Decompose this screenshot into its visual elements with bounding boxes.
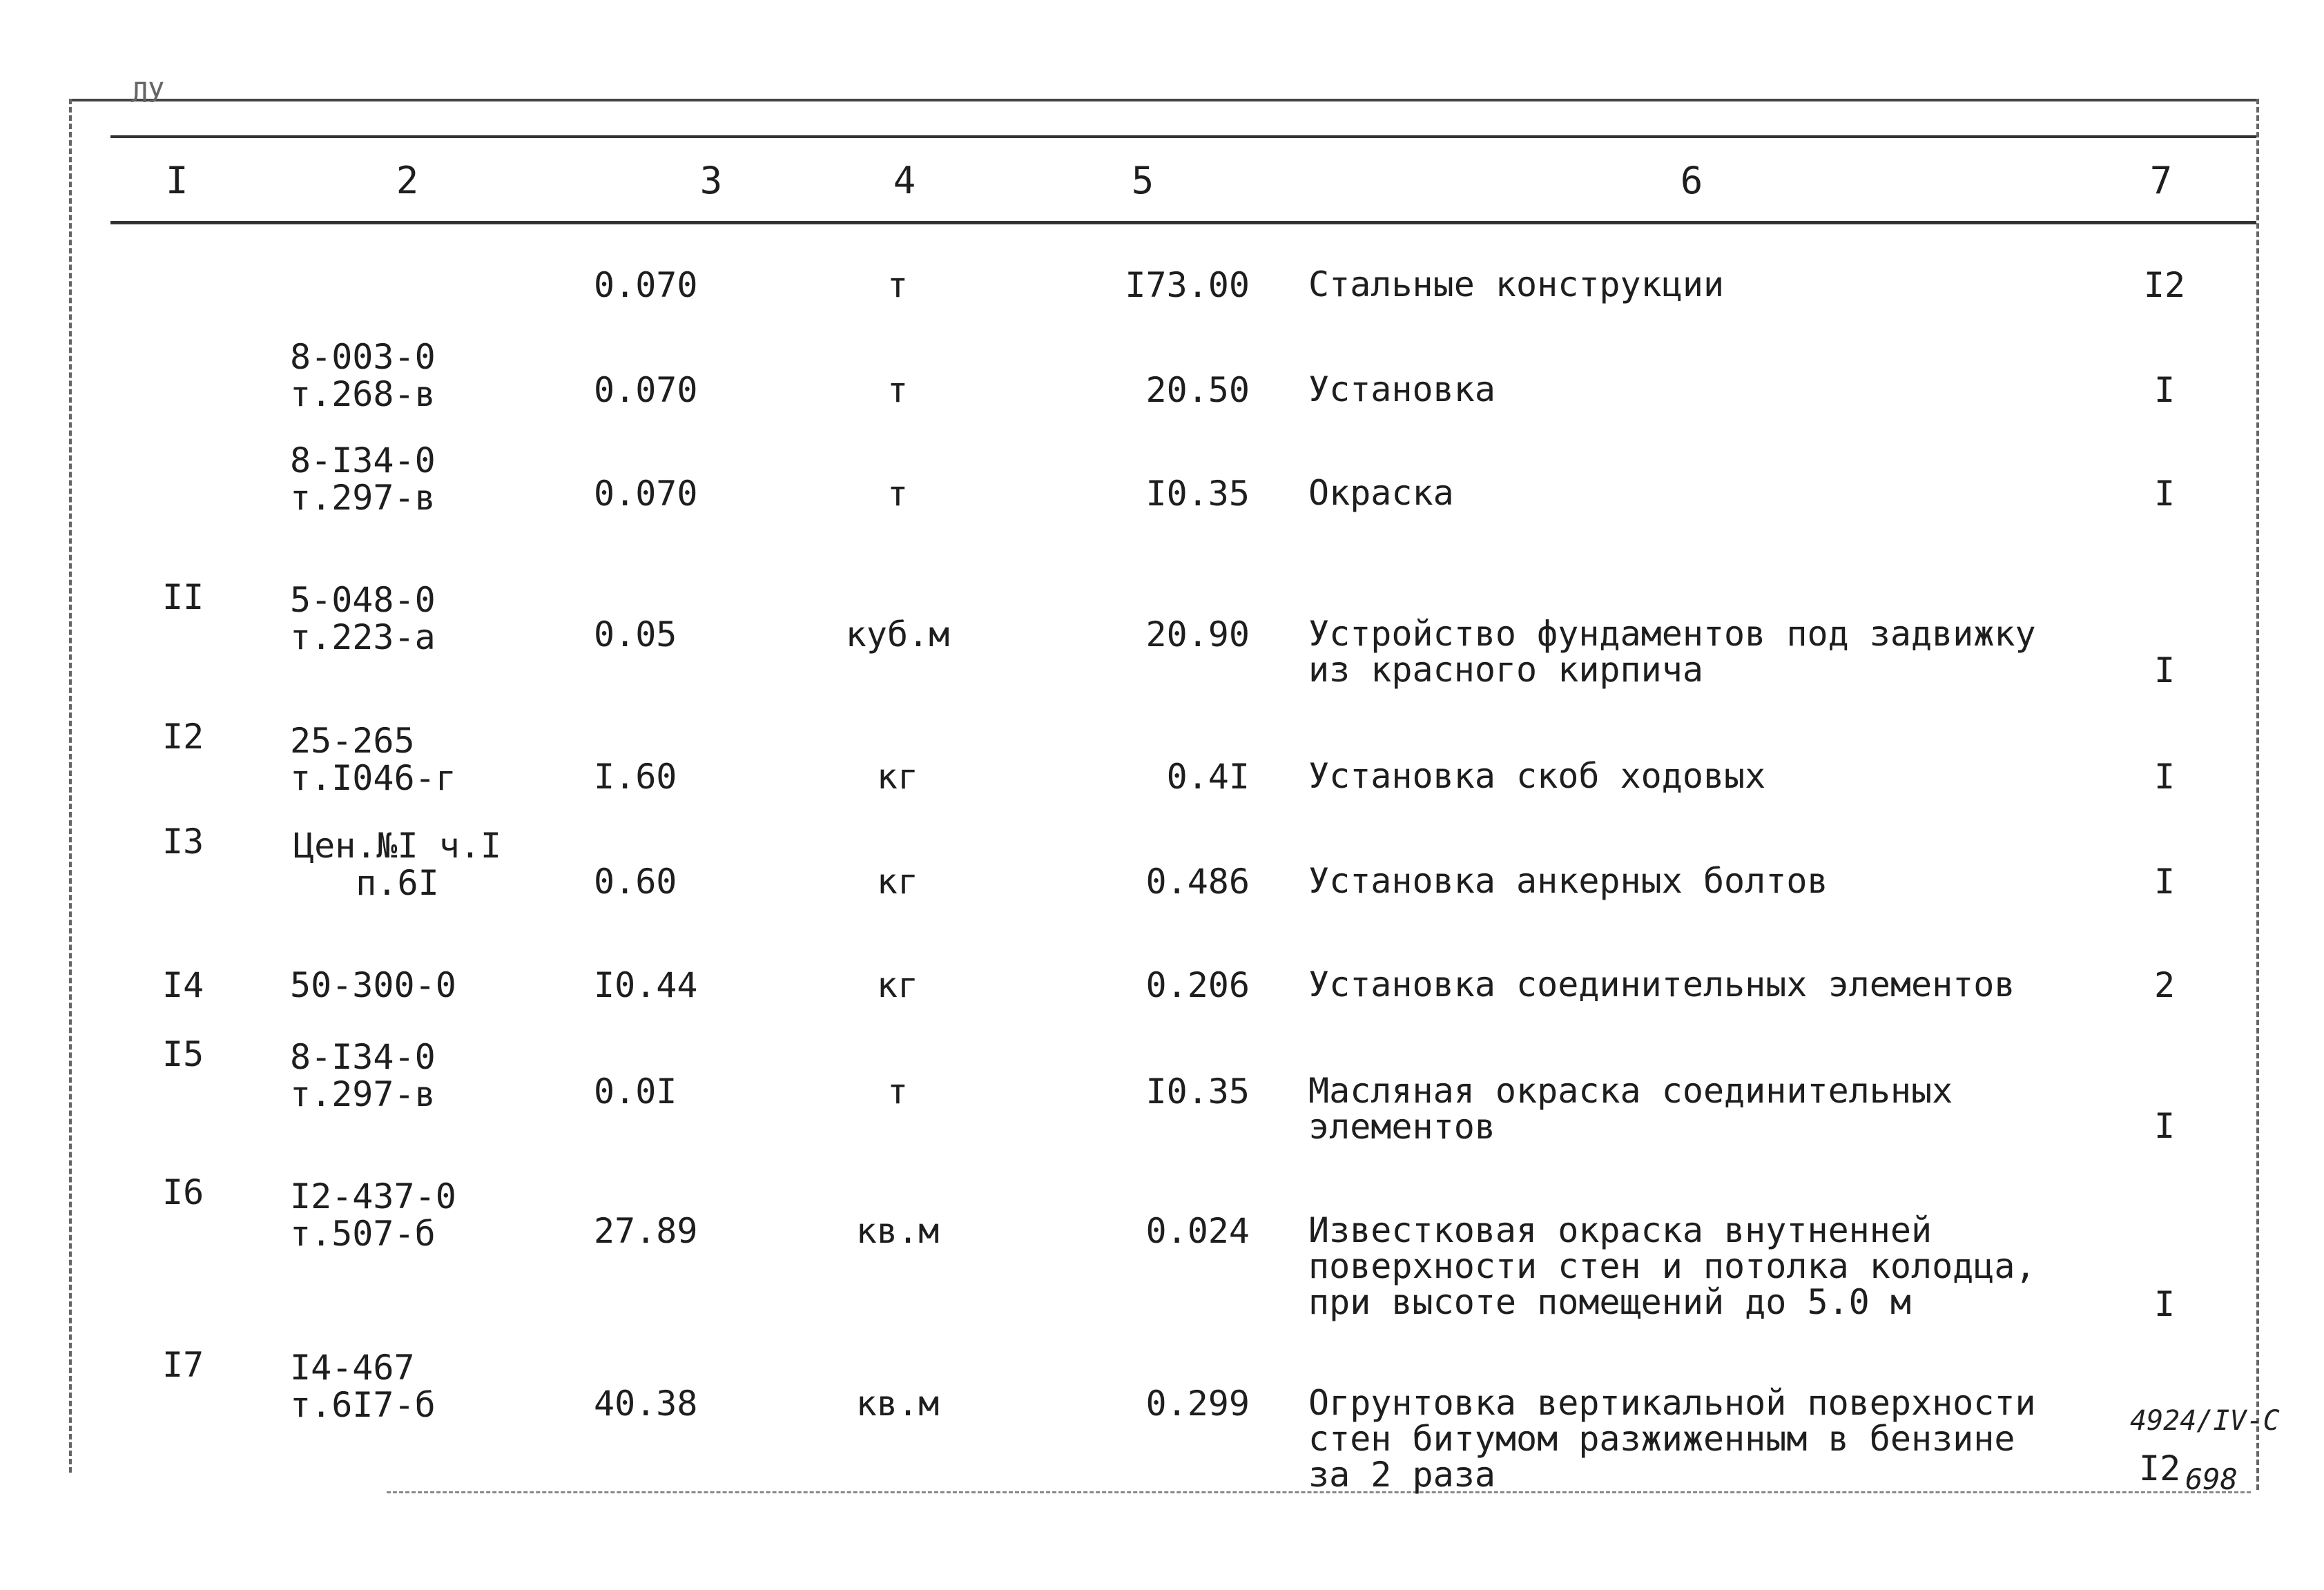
cell-row-number: I3 (162, 822, 204, 862)
cell-row-number: I7 (162, 1345, 204, 1385)
cell-quantity: I0.44 (594, 965, 698, 1005)
cell-unit: кг (876, 862, 919, 902)
header-col-4: 4 (893, 159, 916, 202)
cell-description: Огрунтовка вертикальной поверхности стен битумом разжиженным в бензине за 2 раза (1308, 1383, 2036, 1495)
cell-code: I4-467 т.6I7-б (290, 1348, 436, 1425)
cell-quantity: 40.38 (594, 1384, 698, 1424)
corner-scribble: ЛУ (131, 77, 165, 109)
cell-row-number: I6 (162, 1172, 204, 1212)
header-bottom-rule (110, 221, 2256, 224)
cell-price: 0.299 (1145, 1384, 1250, 1424)
page-number-handwritten: 698 (2185, 1462, 2238, 1496)
cell-description: Известковая окраска внутненней поверхности стен и потолка колодца, при высоте помещений до 5.0 м (1308, 1210, 2036, 1322)
header-col-6: 6 (1680, 159, 1703, 202)
cell-code: 50-300-0 (290, 965, 456, 1005)
frame-top-line (69, 99, 2258, 101)
cell-quantity: 0.60 (594, 862, 677, 902)
cell-unit: т (887, 474, 909, 514)
cell-col-7: I (2153, 1284, 2176, 1324)
cell-description: Установка соединительных элементов (1308, 964, 2015, 1005)
cell-price: 20.50 (1145, 370, 1250, 410)
page-number: I2 (2139, 1448, 2181, 1489)
cell-col-7: I (2153, 862, 2176, 902)
frame-left-line (69, 99, 72, 1473)
header-col-7: 7 (2149, 159, 2173, 202)
cell-code: 8-I34-0 т.297-в (290, 440, 436, 518)
cell-col-7: 2 (2153, 965, 2176, 1005)
cell-description: Установка скоб ходовых (1308, 756, 1766, 796)
cell-quantity: 0.05 (594, 614, 677, 655)
document-stamp: 4924/IV-C (2130, 1405, 2280, 1437)
cell-description: Установка (1308, 369, 1495, 409)
cell-quantity: 0.0I (594, 1072, 677, 1112)
header-col-1: I (166, 159, 188, 202)
cell-col-7: I (2153, 757, 2176, 797)
cell-price: I73.00 (1125, 265, 1250, 305)
cell-unit: кв.м (855, 1384, 940, 1424)
cell-quantity: I.60 (594, 757, 677, 797)
cell-code: 5-048-0 т.223-а (290, 580, 436, 657)
cell-price: I0.35 (1145, 1072, 1250, 1112)
cell-quantity: 0.070 (594, 474, 698, 514)
cell-unit: кг (876, 965, 919, 1005)
cell-price: 0.206 (1145, 965, 1250, 1005)
cell-price: 0.486 (1145, 862, 1250, 902)
cell-code: 8-003-0 т.268-в (290, 337, 436, 414)
cell-row-number: I5 (162, 1034, 204, 1074)
cell-code: 8-I34-0 т.297-в (290, 1037, 436, 1114)
frame-right-line (2256, 99, 2259, 1490)
cell-price: 20.90 (1145, 614, 1250, 655)
cell-unit: т (887, 1072, 909, 1112)
cell-price: 0.024 (1145, 1211, 1250, 1251)
header-top-rule (110, 135, 2256, 138)
cell-col-7: I (2153, 474, 2176, 514)
cell-unit: кв.м (855, 1211, 940, 1251)
cell-description: Окраска (1308, 473, 1454, 513)
header-col-5: 5 (1131, 159, 1154, 202)
cell-col-7: I2 (2143, 265, 2186, 305)
cell-row-number: II (162, 577, 204, 617)
cell-row-number: I4 (162, 965, 204, 1005)
cell-description: Масляная окраска соединительных элементов (1308, 1071, 1953, 1147)
cell-unit: кг (876, 757, 919, 797)
cell-quantity: 0.070 (594, 370, 698, 410)
cell-price: I0.35 (1145, 474, 1250, 514)
cell-code: Цен.№I ч.I п.6I (293, 826, 502, 903)
cell-code: I2-437-0 т.507-б (290, 1176, 456, 1254)
cell-row-number: I2 (162, 717, 204, 757)
cell-description: Устройство фундаментов под задвижку из красного кирпича (1308, 614, 2036, 690)
cell-quantity: 0.070 (594, 265, 698, 305)
cell-description: Установка анкерных болтов (1308, 861, 1828, 901)
cell-code: 25-265 т.I046-г (290, 721, 456, 798)
header-col-3: 3 (699, 159, 723, 202)
header-col-2: 2 (396, 159, 419, 202)
cell-unit: т (887, 265, 909, 305)
cell-unit: т (887, 370, 909, 410)
cell-col-7: I (2153, 370, 2176, 410)
cell-unit: куб.м (845, 614, 950, 655)
cell-col-7: I (2153, 650, 2176, 690)
cell-price: 0.4I (1166, 757, 1250, 797)
cell-col-7: I (2153, 1106, 2176, 1146)
cell-quantity: 27.89 (594, 1211, 698, 1251)
cell-description: Стальные конструкции (1308, 264, 1725, 304)
